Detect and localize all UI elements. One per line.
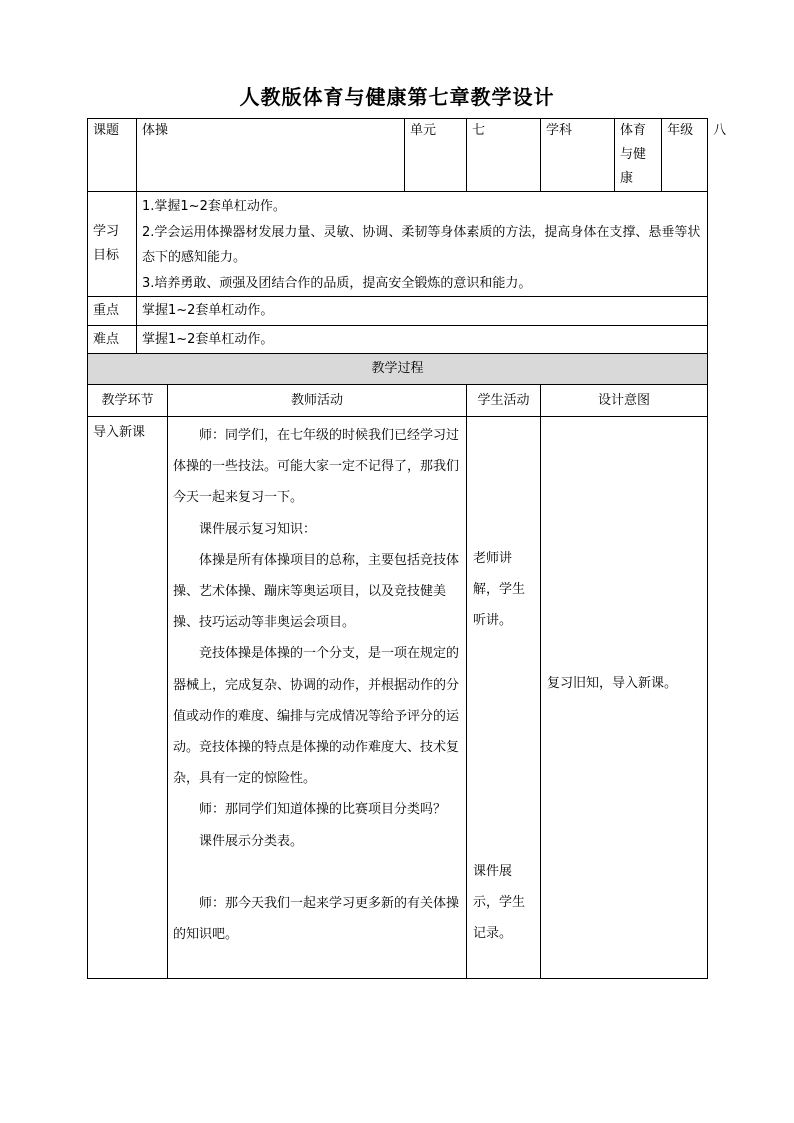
topic-value: 体操 bbox=[137, 119, 405, 192]
difficulty-value: 掌握1~2套单杠动作。 bbox=[137, 326, 708, 354]
objectives-row bbox=[88, 192, 708, 297]
process-heading: 教学过程 bbox=[88, 354, 708, 385]
subject-value: 体育与健康 bbox=[615, 119, 662, 192]
key-point-row bbox=[88, 297, 708, 326]
process-columns-row bbox=[88, 385, 708, 417]
page-title: 人教版体育与健康第七章教学设计 bbox=[239, 85, 555, 109]
column-header-stage: 教学环节 bbox=[88, 385, 168, 417]
topic-label: 课题 bbox=[88, 119, 137, 192]
design-intent-cell bbox=[541, 417, 708, 979]
student-activity: 课件展示，学生记录。 bbox=[473, 864, 526, 942]
objectives-label: 学习目标 bbox=[88, 192, 137, 297]
column-header-teacher: 教师活动 bbox=[168, 385, 467, 417]
stage-label: 导入新课 bbox=[93, 425, 146, 440]
difficulty-label: 难点 bbox=[88, 326, 137, 354]
objectives-content bbox=[137, 192, 708, 297]
objective-item: 1.掌握1~2套单杠动作。 bbox=[142, 199, 286, 214]
subject-label: 学科 bbox=[541, 119, 615, 192]
teacher-paragraph: 师：那今天我们一起来学习更多新的有关体操的知识吧。 bbox=[173, 895, 460, 943]
column-header-intent: 设计意图 bbox=[541, 385, 708, 417]
column-header-student: 学生活动 bbox=[467, 385, 541, 417]
teacher-paragraph: 师：那同学们知道体操的比赛项目分类吗？ bbox=[199, 802, 447, 818]
unit-label: 单元 bbox=[405, 119, 467, 192]
process-row bbox=[88, 417, 708, 979]
key-point-label: 重点 bbox=[88, 297, 137, 326]
teacher-paragraph: 竞技体操是体操的一个分支，是一项在规定的器械上，完成复杂、协调的动作，并根据动作的分值或动作的难度、编排与完成情况等给予评分的运动。竞技体操的特点是体操的动作难度大、技术复杂，具有一定的惊险性。 bbox=[173, 646, 460, 787]
unit-value: 七 bbox=[467, 119, 541, 192]
lesson-plan-table bbox=[87, 118, 727, 979]
teacher-activity-cell bbox=[168, 417, 467, 979]
difficulty-row bbox=[88, 326, 708, 354]
key-point-value: 掌握1~2套单杠动作。 bbox=[137, 297, 708, 326]
student-activity-cell bbox=[467, 417, 541, 979]
stage-cell bbox=[88, 417, 168, 979]
design-intent: 复习旧知，导入新课。 bbox=[547, 676, 678, 691]
objective-item: 3.培养勇敢、顽强及团结合作的品质，提高安全锻炼的意识和能力。 bbox=[142, 275, 532, 291]
header-row: 课题 体操 单元 七 学科 体育与健康 年级 八 bbox=[88, 119, 708, 192]
grade-label: 年级 bbox=[662, 119, 708, 192]
teacher-paragraph: 课件展示分类表。 bbox=[199, 833, 304, 849]
student-activity: 老师讲解，学生听讲。 bbox=[473, 551, 526, 629]
objective-item: 2.学会运用体操器材发展力量、灵敏、协调、柔韧等身体素质的方法，提高身体在支撑、悬垂等状态下的感知能力。 bbox=[142, 224, 701, 265]
process-heading-row bbox=[88, 354, 708, 385]
teacher-paragraph: 体操是所有体操项目的总称，主要包括竞技体操、艺术体操、蹦床等奥运项目，以及竞技健美操、技巧运动等非奥运会项目。 bbox=[173, 552, 460, 631]
teacher-paragraph: 课件展示复习知识： bbox=[199, 521, 317, 537]
teacher-paragraph: 师：同学们，在七年级的时候我们已经学习过体操的一些技法。可能大家一定不记得了，那我们今天一起来复习一下。 bbox=[173, 428, 460, 506]
